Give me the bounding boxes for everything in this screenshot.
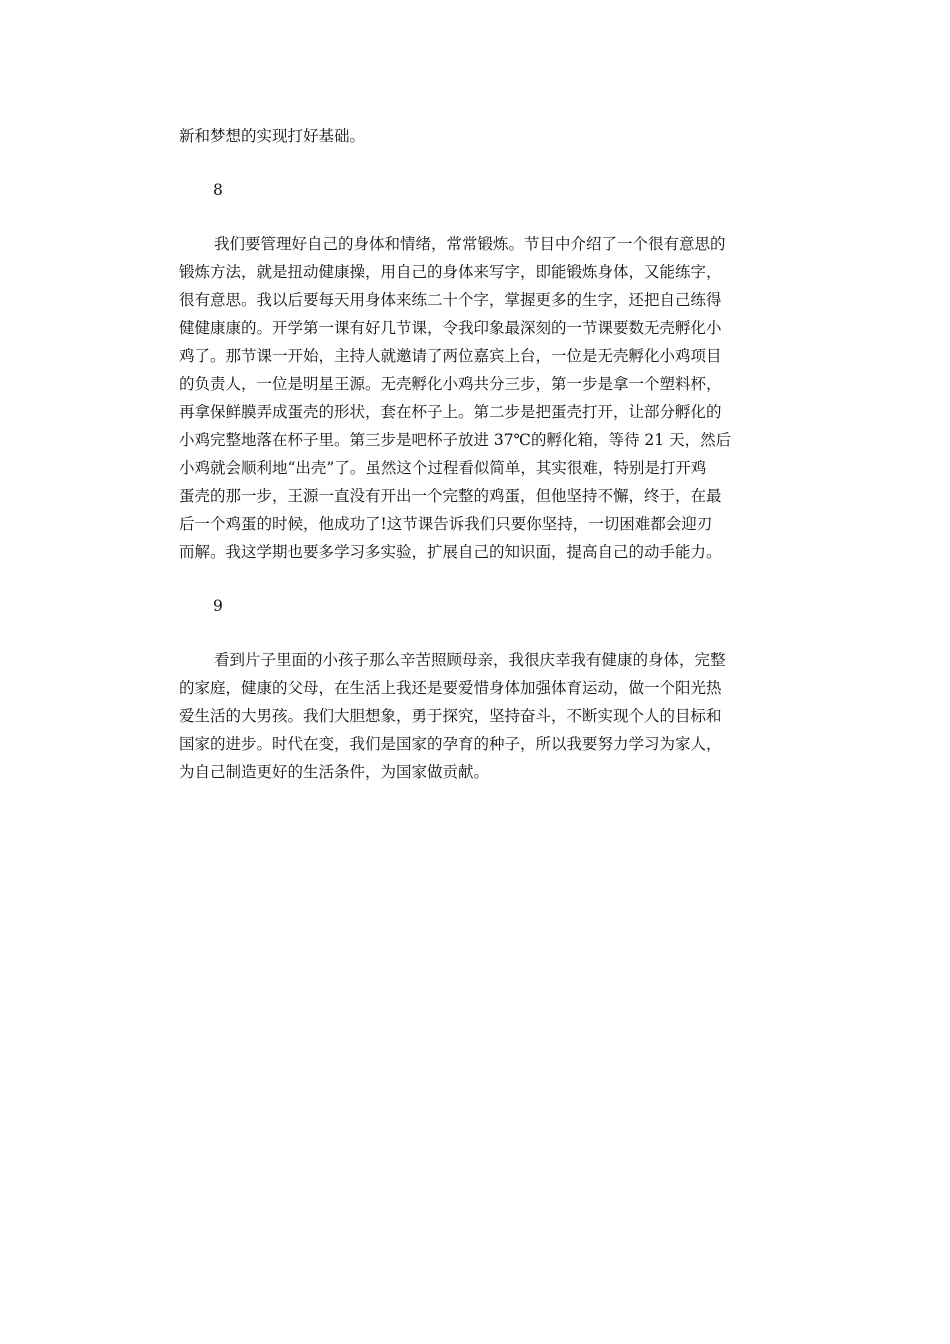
section-number-8: 8 [213, 181, 223, 199]
paragraph-gap [179, 566, 771, 592]
paragraph-line: 后一个鸡蛋的时候，他成功了!这节课告诉我们只要你坚持，一切困难都会迎刃 [179, 515, 713, 533]
paragraph-line: 鸡了。那节课一开始，主持人就邀请了两位嘉宾上台，一位是无壳孵化小鸡项目 [179, 347, 722, 365]
paragraph-line: 再拿保鲜膜弄成蛋壳的形状，套在杯子上。第二步是把蛋壳打开，让部分孵化的 [179, 403, 722, 421]
paragraph-line: 锻炼方法，就是扭动健康操，用自己的身体来写字，即能锻炼身体，又能练字， [179, 263, 722, 281]
paragraph-line: 的负责人，一位是明星王源。无壳孵化小鸡共分三步，第一步是拿一个塑料杯， [179, 375, 722, 393]
paragraph-line: 而解。我这学期也要多学习多实验，扩展自己的知识面，提高自己的动手能力。 [179, 543, 722, 561]
paragraph-line: 为自己制造更好的生活条件，为国家做贡献。 [179, 763, 490, 781]
section-number-9: 9 [213, 597, 223, 615]
paragraph-line: 小鸡就会顺利地“出壳”了。虽然这个过程看似简单，其实很难，特别是打开鸡 [179, 459, 707, 477]
paragraph-gap [179, 204, 771, 230]
document-body [179, 122, 771, 786]
paragraph-line: 我们要管理好自己的身体和情绪，常常锻炼。节目中介绍了一个很有意思的 [214, 235, 726, 253]
paragraph-section-8 [179, 230, 771, 566]
paragraph-line: 国家的进步。时代在变，我们是国家的孕育的种子，所以我要努力学习为家人， [179, 735, 722, 753]
paragraph-line: 健健康康的。开学第一课有好几节课，令我印象最深刻的一节课要数无壳孵化小 [179, 319, 722, 337]
paragraph-line: 很有意思。我以后要每天用身体来练二十个字，掌握更多的生字，还把自己练得 [179, 291, 722, 309]
paragraph-line: 看到片子里面的小孩子那么辛苦照顾母亲，我很庆幸我有健康的身体，完整 [214, 651, 726, 669]
paragraph-line: 小鸡完整地落在杯子里。第三步是吧杯子放进 37℃的孵化箱，等待 21 天，然后 [179, 431, 732, 449]
paragraph-line: 蛋壳的那一步，王源一直没有开出一个完整的鸡蛋，但他坚持不懈，终于，在最 [179, 487, 722, 505]
paragraph-gap [179, 620, 771, 646]
paragraph-gap [179, 150, 771, 176]
paragraph-line: 的家庭，健康的父母，在生活上我还是要爱惜身体加强体育运动，做一个阳光热 [179, 679, 722, 697]
paragraph-section-9 [179, 646, 771, 786]
continuation-line: 新和梦想的实现打好基础。 [179, 127, 366, 145]
paragraph-line: 爱生活的大男孩。我们大胆想象，勇于探究，坚持奋斗，不断实现个人的目标和 [179, 707, 722, 725]
